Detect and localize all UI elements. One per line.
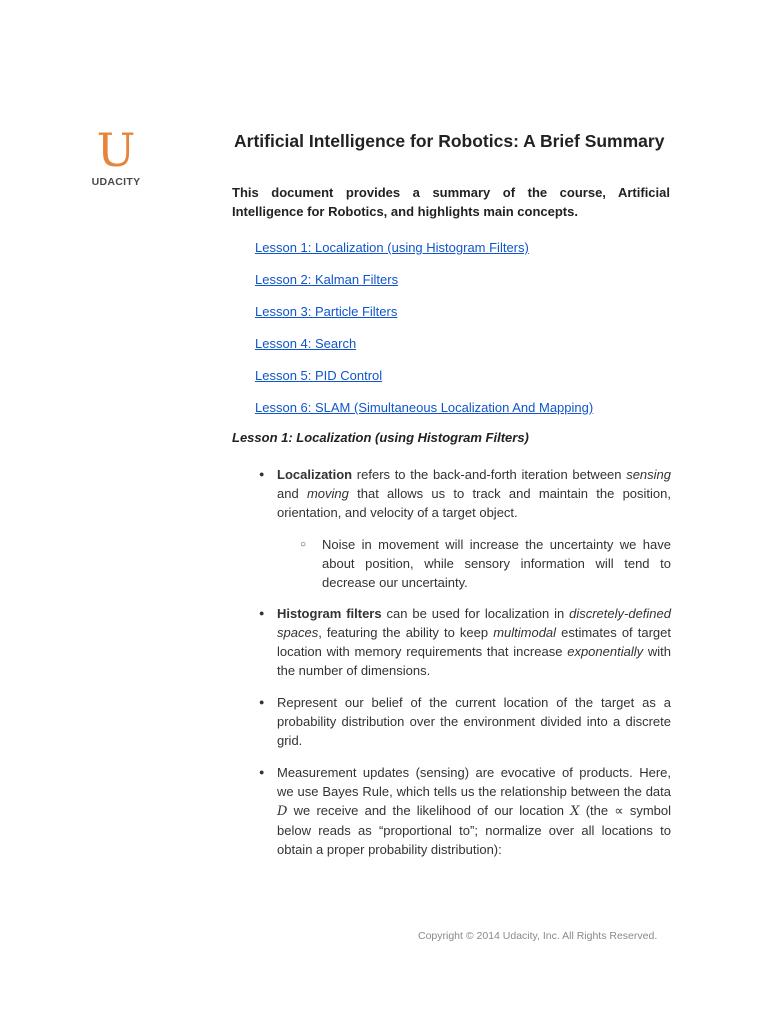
- subbullet-noise: ○ Noise in movement will increase the uncertainty we have about position, while sensory information will tend to decrease our uncertainty.: [322, 535, 671, 592]
- table-of-contents: [255, 239, 593, 431]
- toc-item: [255, 367, 593, 399]
- bullet-measurement-updates: [277, 763, 671, 859]
- bullet-text: can be used for localization in: [381, 606, 570, 621]
- toc-link-lesson-1[interactable]: Lesson 1: Localization (using Histogram Filters): [255, 240, 529, 255]
- udacity-logo-mark: U: [96, 123, 136, 177]
- toc-item: [255, 239, 593, 271]
- bullet-text: with the number of dimensions.: [277, 644, 672, 678]
- emphasis-multimodal: multimodal: [493, 625, 557, 640]
- bullet-belief: ● Represent our belief of the current location of the target as a probability distribution over the environment divided into a discrete grid.: [277, 693, 671, 750]
- section-heading-lesson-1: Lesson 1: Localization (using Histogram Filters): [232, 430, 529, 445]
- term-localization: Localization: [277, 467, 353, 482]
- bullet-text: , featuring the ability to keep: [318, 625, 494, 640]
- bullet-text: estimates of target location with memory requirements that increase: [277, 625, 671, 659]
- bullet-localization: [277, 465, 671, 522]
- bullet-text: that allows us to track and maintain the position, orientation, and velocity of a target object.: [277, 486, 671, 520]
- document-title: Artificial Intelligence for Robotics: A Brief Summary: [234, 131, 665, 151]
- copyright-footer: Copyright © 2014 Udacity, Inc. All Rights Reserved.: [418, 930, 658, 942]
- bullet-text: refers to the back-and-forth iteration between: [352, 467, 627, 482]
- emphasis-exponentially: exponentially: [567, 644, 644, 659]
- bullet-histogram-filters: [277, 604, 671, 680]
- udacity-logo-text: UDACITY: [91, 176, 141, 188]
- toc-item: [255, 303, 593, 335]
- toc-link-lesson-4[interactable]: Lesson 4: Search: [255, 336, 357, 351]
- emphasis-sensing: sensing: [626, 467, 671, 482]
- bullet-text: Measurement updates (sensing) are evocative of products. Here, we use Bayes Rule, which tells us the relationship between the data: [277, 765, 671, 799]
- udacity-logo: [88, 123, 144, 188]
- toc-link-lesson-3[interactable]: Lesson 3: Particle Filters: [255, 304, 398, 319]
- bullet-text: we receive and the likelihood of our location: [287, 803, 571, 818]
- toc-link-lesson-6[interactable]: Lesson 6: SLAM (Simultaneous Localization And Mapping): [255, 400, 594, 415]
- intro-paragraph: This document provides a summary of the course, Artificial Intelligence for Robotics, and highlights main concepts.: [232, 185, 670, 219]
- toc-item: [255, 335, 593, 367]
- toc-link-lesson-2[interactable]: Lesson 2: Kalman Filters: [255, 272, 399, 287]
- bullet-text: (the ∝ symbol below reads as “proportional to”; normalize over all locations to obtain a proper probability distribution):: [277, 803, 672, 857]
- toc-item: [255, 271, 593, 303]
- math-variable-x: X: [570, 804, 580, 819]
- bullet-text: and: [277, 486, 307, 501]
- toc-item: [255, 399, 593, 431]
- math-variable-d: D: [277, 804, 288, 819]
- toc-link-lesson-5[interactable]: Lesson 5: PID Control: [255, 368, 383, 383]
- emphasis-moving: moving: [306, 486, 349, 501]
- emphasis-discretely-defined: discretely-defined spaces: [277, 606, 671, 640]
- term-histogram-filters: Histogram filters: [277, 606, 382, 621]
